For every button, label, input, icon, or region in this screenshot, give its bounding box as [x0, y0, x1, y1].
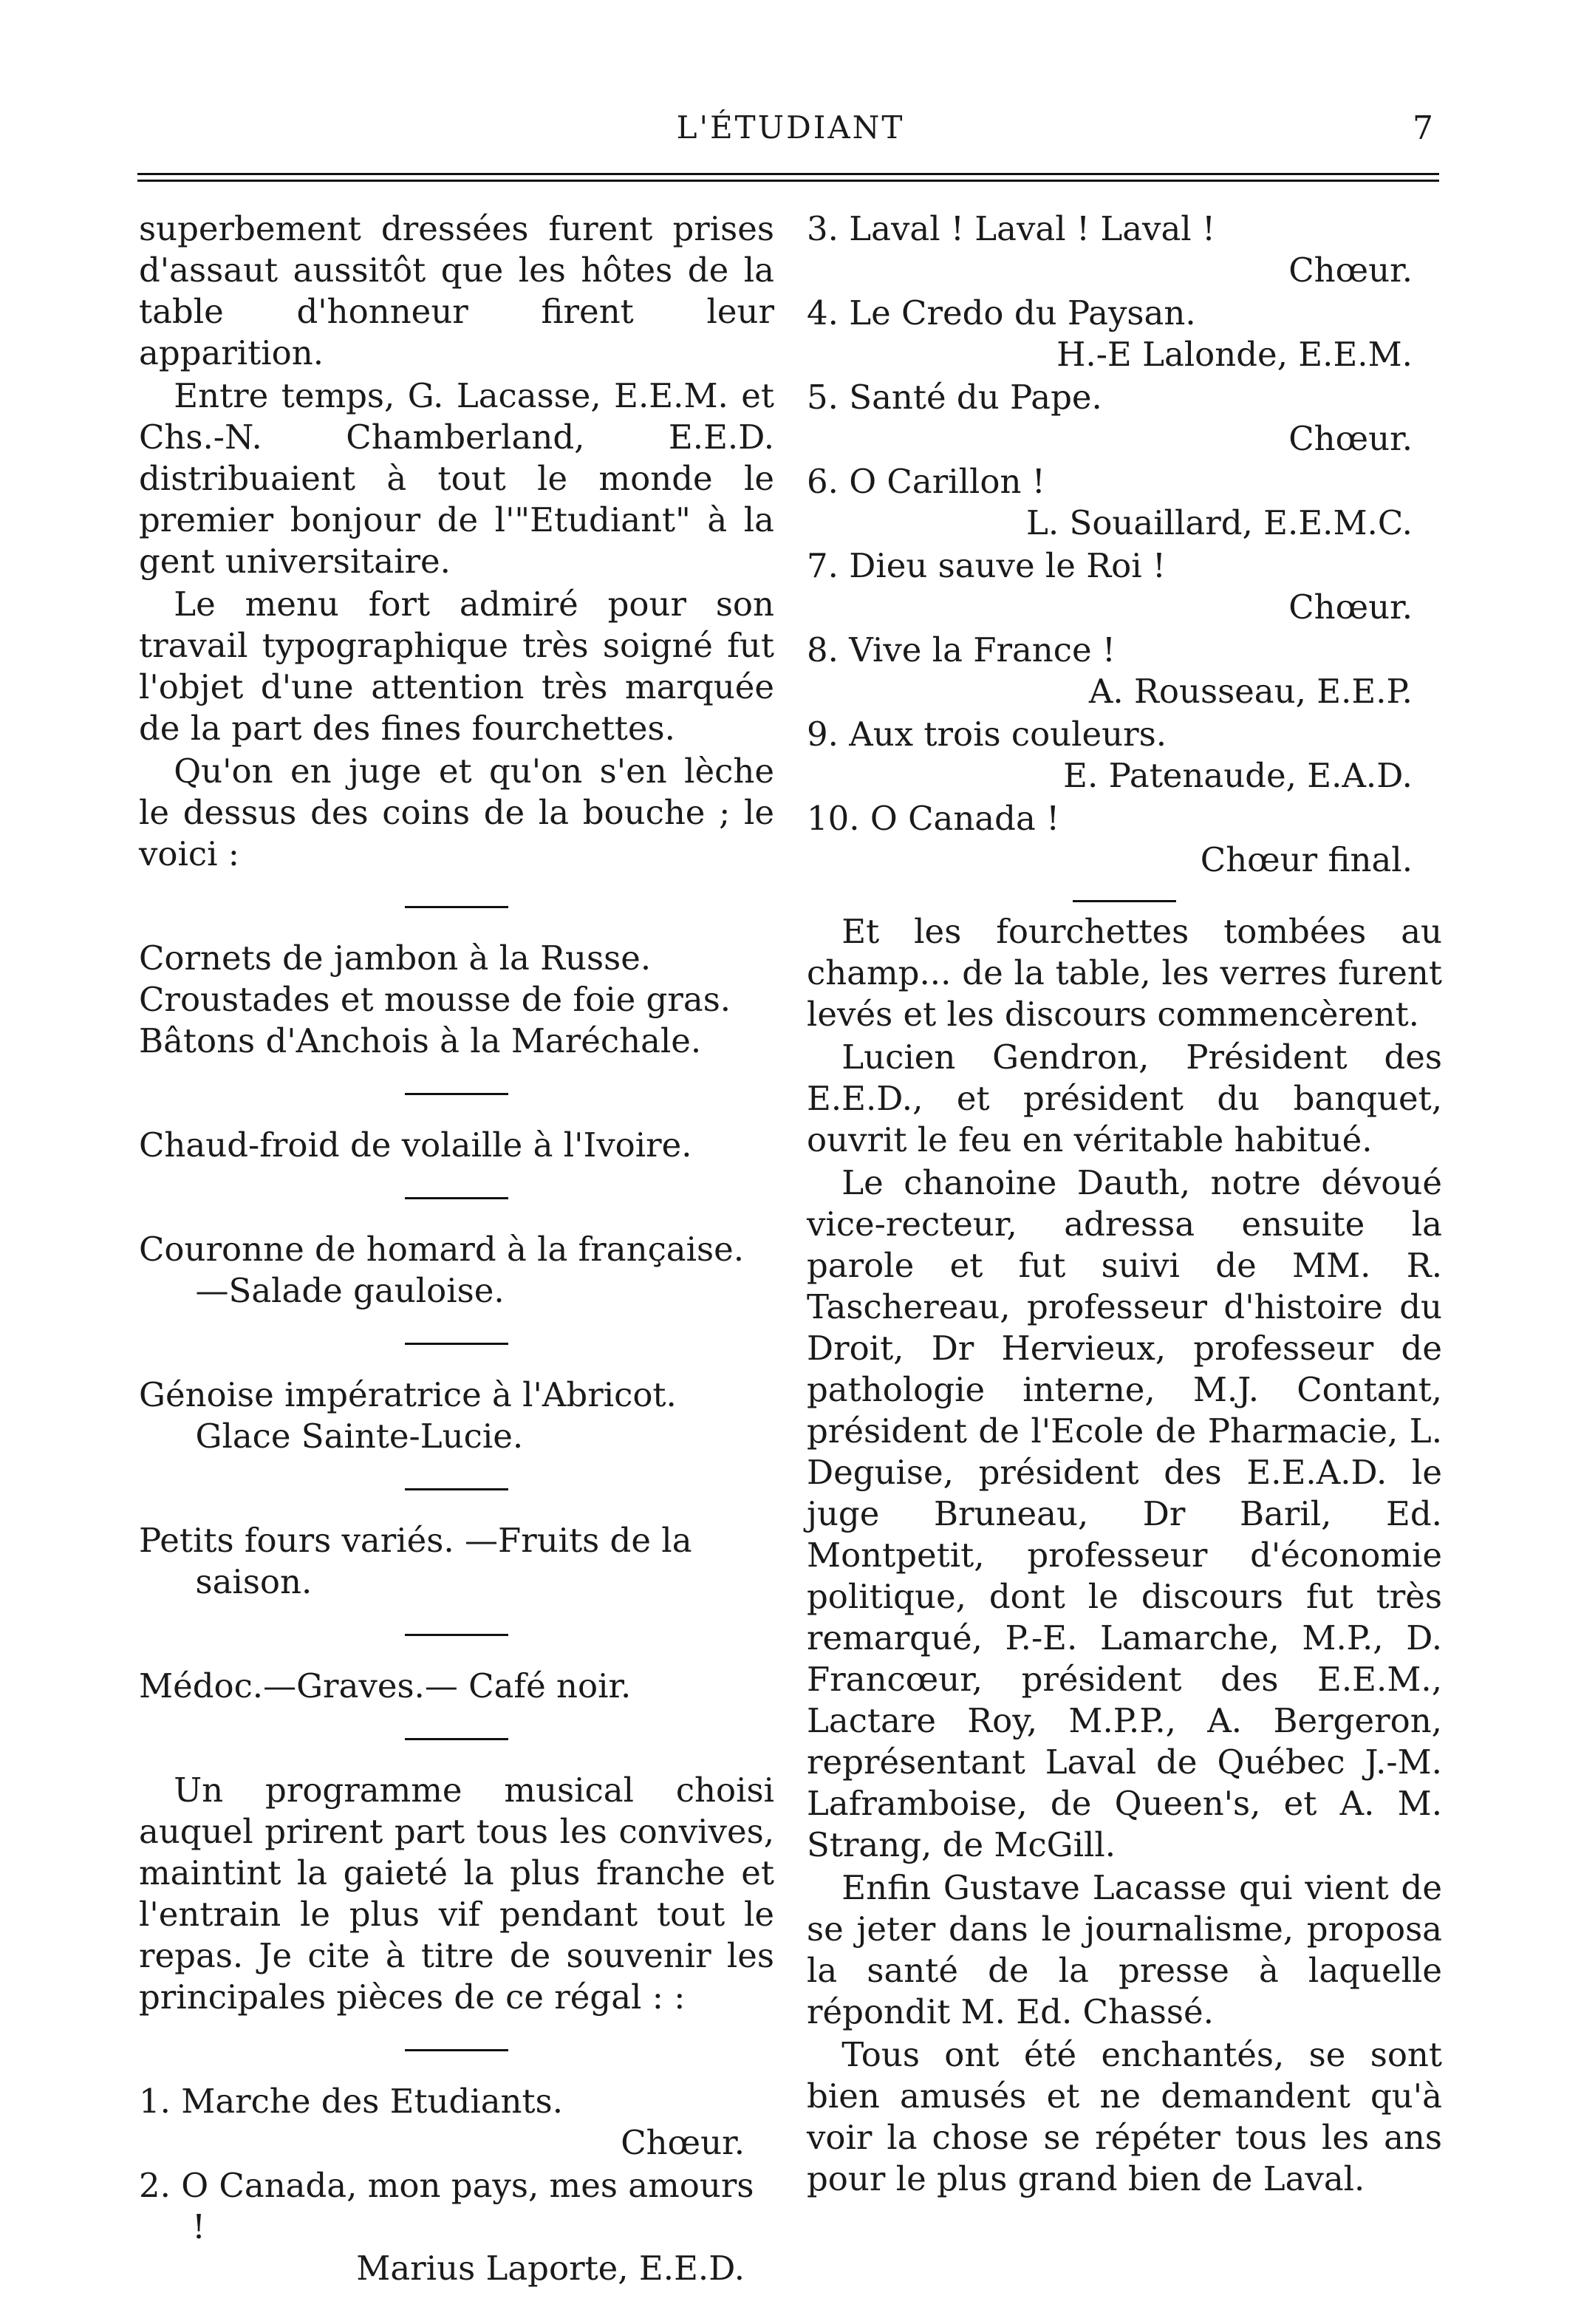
menu-item: Cornets de jambon à la Russe. [139, 938, 652, 978]
program-title: 8. Vive la France ! [807, 630, 1116, 669]
header-rule [137, 173, 1439, 182]
paragraph: Le menu fort admiré pour son travail typographique très soigné fut l'objet d'une attention très marquée de la part des fines fourchettes. [139, 585, 774, 748]
program-item [807, 293, 1442, 375]
program-performer: E. Patenaude, E.A.D. [1063, 756, 1413, 795]
program-performer: Chœur. [621, 2123, 745, 2162]
program-title: 9. Aux trois couleurs. [807, 715, 1167, 754]
program-performer: A. Rousseau, E.E.P. [1088, 672, 1413, 711]
program-item [139, 2165, 774, 2289]
paragraph: Entre temps, G. Lacasse, E.E.M. et Chs.-N. Chamberland, E.E.D. distribuaient à tout le monde le premier bonjour de l'"Etudiant" à la gent universitaire. [139, 376, 774, 581]
program-item [807, 714, 1442, 797]
program-title: 4. Le Credo du Paysan. [807, 293, 1196, 333]
paragraph: Le chanoine Dauth, notre dévoué vice-recteur, adressa ensuite la parole et fut suivi de MM. R. Taschereau, professeur d'histoire du Droit, Dr Hervieux, professeur de pathologie interne, M.J. Contant, président de l'Ecole de Pharmacie, L. Deguise, président des E.E.A.D. le juge Bruneau, Dr Baril, Ed. Montpetit, professeur d'économie politique, dont le discours fut très remarqué, P.-E. Lamarche, M.P., D. Francœur, président des E.E.M., Lactare Roy, M.P.P., A. Bergeron, représentant Laval de Québec J.-M. Laframboise, de Queen's, et A. M. Strang, de McGill. [807, 1163, 1442, 1864]
music-program [807, 208, 1442, 881]
section-separator [405, 1197, 508, 1199]
program-title: 2. O Canada, mon pays, mes amours ! [139, 2166, 754, 2246]
program-item [807, 208, 1442, 291]
program-performer: L. Souaillard, E.E.M.C. [1026, 503, 1413, 542]
menu-item: Petits fours variés. —Fruits de la saison. [139, 1521, 692, 1601]
music-program [139, 2081, 774, 2289]
journal-title: L'ÉTUDIANT [676, 109, 905, 146]
program-item [807, 545, 1442, 628]
program-item [807, 630, 1442, 712]
program-performer: Chœur. [1288, 419, 1413, 458]
paragraph: Lucien Gendron, Président des E.E.D., et président du banquet, ouvrit le feu en véritable habitué. [807, 1037, 1442, 1159]
program-item [139, 2081, 774, 2164]
program-item [807, 798, 1442, 881]
section-separator [405, 1634, 508, 1636]
menu-item: Croustades et mousse de foie gras. [139, 980, 731, 1019]
paragraph: Qu'on en juge et qu'on s'en lèche le dessus des coins de la bouche ; le voici : [139, 752, 774, 873]
running-head [0, 109, 1581, 154]
program-title: 7. Dieu sauve le Roi ! [807, 546, 1166, 585]
program-performer: Chœur. [1288, 251, 1413, 290]
section-separator [1073, 900, 1176, 902]
menu-item: Couronne de homard à la française.—Salade gauloise. [139, 1230, 745, 1310]
section-separator [405, 1343, 508, 1345]
program-title: 1. Marche des Etudiants. [139, 2082, 564, 2121]
program-title: 5. Santé du Pape. [807, 378, 1102, 417]
section-separator [405, 1488, 508, 1490]
program-performer: Chœur. [1288, 587, 1413, 627]
program-performer: Marius Laporte, E.E.D. [356, 2249, 745, 2288]
section-separator [405, 1093, 508, 1095]
program-performer: Chœur final. [1200, 840, 1413, 879]
menu-item: Génoise impératrice à l'Abricot. Glace Sainte-Lucie. [139, 1375, 677, 1456]
section-separator [405, 906, 508, 908]
program-performer: H.-E Lalonde, E.E.M. [1056, 335, 1413, 374]
paragraph: Tous ont été enchantés, se sont bien amusés et ne demandent qu'à voir la chose se répéter tous les ans pour le plus grand bien de Laval. [807, 2035, 1442, 2198]
menu [139, 938, 774, 1707]
paragraph: Enfin Gustave Lacasse qui vient de se jeter dans le journalisme, proposa la santé de la presse à laquelle répondit M. Ed. Chassé. [807, 1868, 1442, 2031]
menu-item: Bâtons d'Anchois à la Maréchale. [139, 1021, 702, 1060]
paragraph: superbement dressées furent prises d'assaut aussitôt que les hôtes de la table d'honneur firent leur apparition. [139, 209, 774, 372]
menu-item: Médoc.—Graves.— Café noir. [139, 1666, 632, 1705]
section-separator [405, 1738, 508, 1740]
paragraph: Un programme musical choisi auquel prirent part tous les convives, maintint la gaieté la plus franche et l'entrain le plus vif pendant tout le repas. Je cite à titre de souvenir les principales pièces de ce régal : : [139, 1771, 774, 2017]
right-column [807, 208, 1442, 2201]
program-title: 6. O Carillon ! [807, 462, 1045, 501]
program-item [807, 377, 1442, 460]
program-title: 3. Laval ! Laval ! Laval ! [807, 209, 1216, 248]
left-column [139, 208, 774, 2291]
paragraph: Et les fourchettes tombées au champ... de la table, les verres furent levés et les discours commencèrent. [807, 912, 1442, 1034]
program-item [807, 461, 1442, 544]
page-number: 7 [1413, 109, 1433, 147]
section-separator [405, 2049, 508, 2051]
program-title: 10. O Canada ! [807, 799, 1060, 838]
menu-item: Chaud-froid de volaille à l'Ivoire. [139, 1125, 692, 1165]
